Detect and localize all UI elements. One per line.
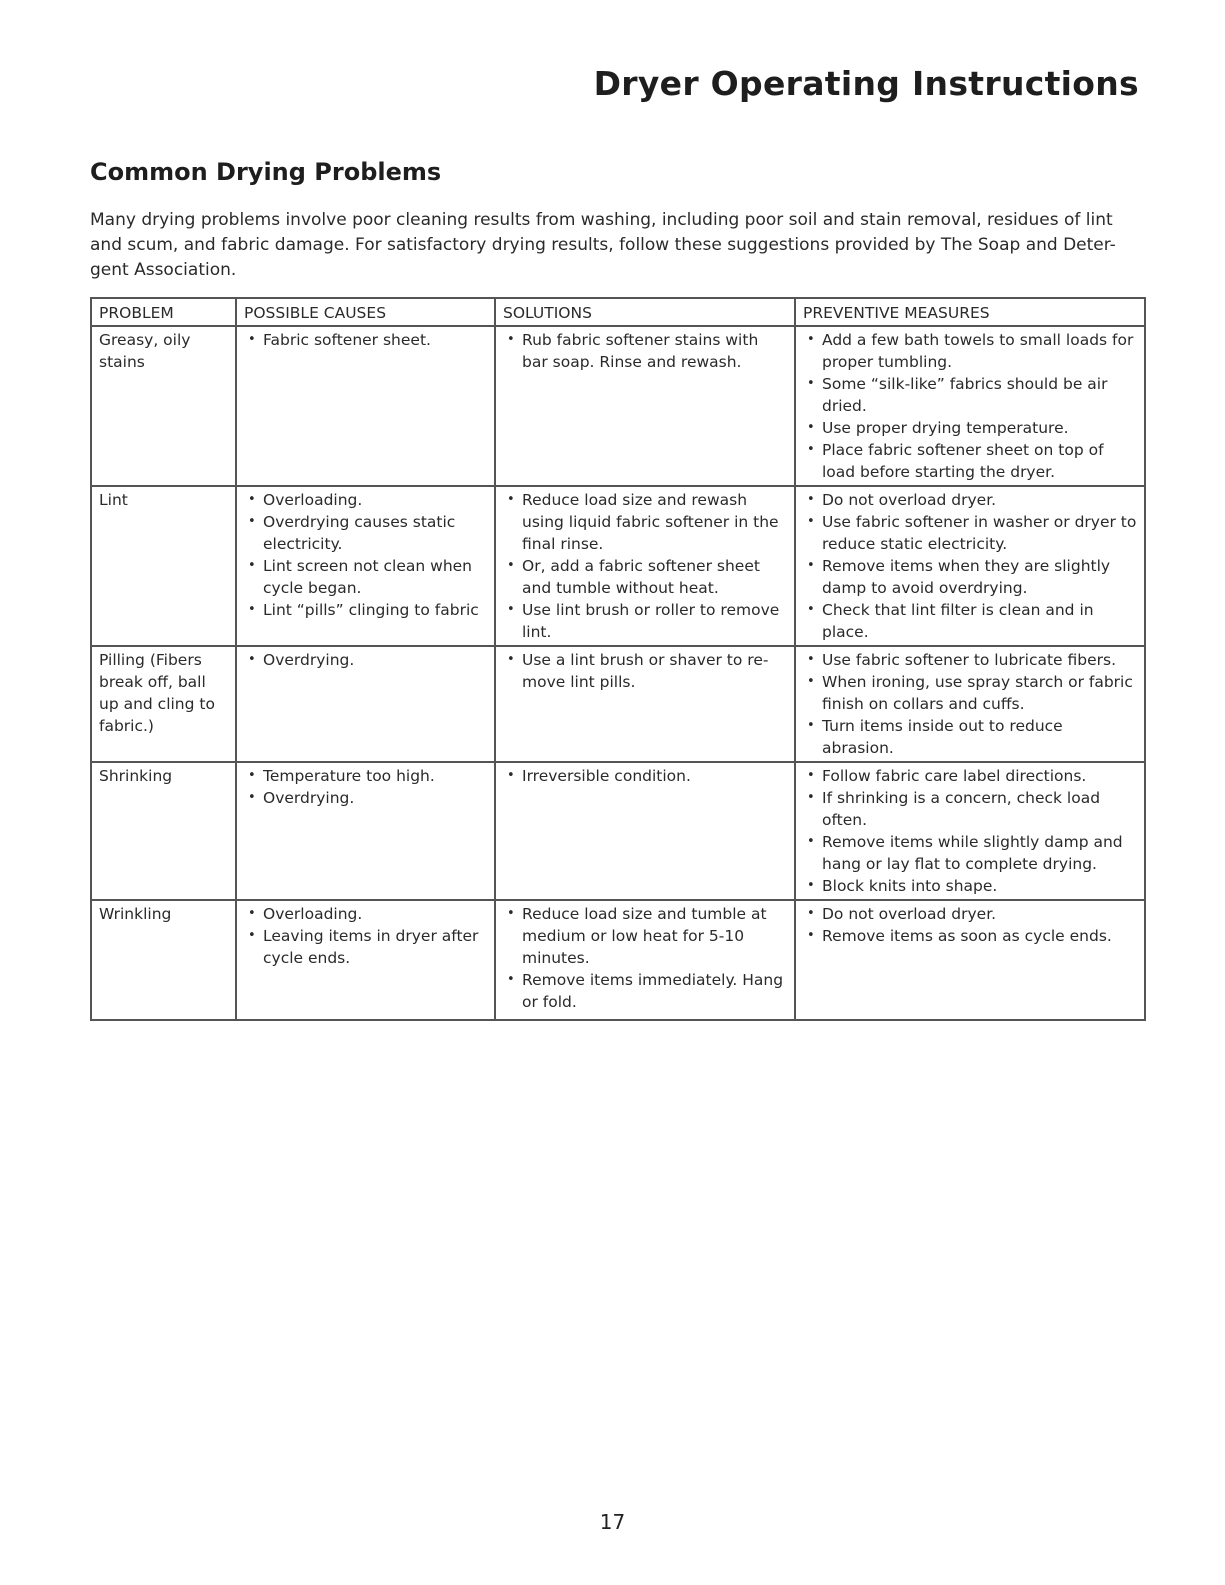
list-item: • Use fabric softener to lubricate fibers. (803, 649, 1138, 671)
causes-list (244, 489, 488, 621)
list-item: • Do not overload dryer. (803, 489, 1138, 511)
list-item: • Turn items inside out to reduce abrasion. (803, 715, 1138, 759)
causes-list (244, 329, 488, 351)
causes-cell (236, 900, 495, 1020)
measures-list (803, 765, 1138, 897)
solutions-list (503, 329, 788, 373)
list-item: • Reduce load size and tumble at medium or low heat for 5-10 minutes. (503, 903, 788, 969)
solutions-cell (495, 486, 795, 646)
causes-list (244, 765, 488, 809)
list-item: • If shrinking is a concern, check load often. (803, 787, 1138, 831)
measures-list (803, 329, 1138, 483)
measures-list (803, 649, 1138, 759)
measures-cell (795, 326, 1145, 486)
causes-cell (236, 486, 495, 646)
list-item: • Use a lint brush or shaver to re-move lint pills. (503, 649, 788, 693)
list-item: • Remove items when they are slightly damp to avoid overdrying. (803, 555, 1138, 599)
table-row (91, 486, 1145, 646)
measures-cell (795, 646, 1145, 762)
list-item: • Overloading. (244, 489, 488, 511)
causes-cell (236, 326, 495, 486)
measures-list (803, 903, 1138, 947)
problem-cell: Lint (91, 486, 236, 646)
column-header-solutions: SOLUTIONS (495, 298, 795, 326)
list-item: • Reduce load size and rewash using liquid fabric softener in the final rinse. (503, 489, 788, 555)
list-item: • Do not overload dryer. (803, 903, 1138, 925)
list-item: • Place fabric softener sheet on top of load before starting the dryer. (803, 439, 1138, 483)
causes-cell (236, 646, 495, 762)
drying-problems-table (90, 297, 1146, 1021)
problem-cell: Pilling (Fibers break off, ball up and cling to fabric.) (91, 646, 236, 762)
list-item: • Use lint brush or roller to remove lint. (503, 599, 788, 643)
measures-list (803, 489, 1138, 643)
solutions-list (503, 903, 788, 1013)
table-row (91, 326, 1145, 486)
measures-cell (795, 762, 1145, 900)
list-item: • Follow fabric care label directions. (803, 765, 1138, 787)
list-item: • Lint screen not clean when cycle began. (244, 555, 488, 599)
list-item: • Temperature too high. (244, 765, 488, 787)
list-item: • Some “silk-like” fabrics should be air dried. (803, 373, 1138, 417)
causes-list (244, 903, 488, 969)
list-item: • When ironing, use spray starch or fabric finish on collars and cuffs. (803, 671, 1138, 715)
measures-cell (795, 486, 1145, 646)
column-header-causes: POSSIBLE CAUSES (236, 298, 495, 326)
section-title: Common Drying Problems (90, 158, 442, 186)
solutions-cell (495, 646, 795, 762)
list-item: • Lint “pills” clinging to fabric (244, 599, 488, 621)
measures-cell (795, 900, 1145, 1020)
list-item: • Use fabric softener in washer or dryer to reduce static electricity. (803, 511, 1138, 555)
list-item: • Remove items as soon as cycle ends. (803, 925, 1138, 947)
solutions-cell (495, 326, 795, 486)
list-item: • Overdrying. (244, 787, 488, 809)
column-header-problem: PROBLEM (91, 298, 236, 326)
list-item: • Overdrying causes static electricity. (244, 511, 488, 555)
solutions-list (503, 765, 788, 787)
solutions-cell (495, 900, 795, 1020)
list-item: • Check that lint filter is clean and in place. (803, 599, 1138, 643)
problem-cell: Greasy, oily stains (91, 326, 236, 486)
list-item: • Overloading. (244, 903, 488, 925)
list-item: • Remove items while slightly damp and hang or lay flat to complete drying. (803, 831, 1138, 875)
column-header-measures: PREVENTIVE MEASURES (795, 298, 1145, 326)
problem-cell: Shrinking (91, 762, 236, 900)
list-item: • Irreversible condition. (503, 765, 788, 787)
table-row (91, 900, 1145, 1020)
list-item: • Or, add a fabric softener sheet and tumble without heat. (503, 555, 788, 599)
table-row (91, 762, 1145, 900)
list-item: • Use proper drying temperature. (803, 417, 1138, 439)
list-item: • Remove items immediately. Hang or fold. (503, 969, 788, 1013)
list-item: • Rub fabric softener stains with bar soap. Rinse and rewash. (503, 329, 788, 373)
list-item: • Leaving items in dryer after cycle ends. (244, 925, 488, 969)
page-header-title: Dryer Operating Instructions (593, 64, 1139, 103)
list-item: • Add a few bath towels to small loads for proper tumbling. (803, 329, 1138, 373)
intro-paragraph: Many drying problems involve poor cleaning results from washing, including poor soil and stain removal, residues of lint and scum, and fabric damage. For satisfactory drying results, follow these suggestions provided by The Soap and Deter-gent Association. (90, 210, 1116, 280)
table-row (91, 646, 1145, 762)
solutions-cell (495, 762, 795, 900)
table-header-row (91, 298, 1145, 326)
list-item: • Block knits into shape. (803, 875, 1138, 897)
causes-cell (236, 762, 495, 900)
solutions-list (503, 489, 788, 643)
solutions-list (503, 649, 788, 693)
problem-cell: Wrinkling (91, 900, 236, 1020)
list-item: • Fabric softener sheet. (244, 329, 488, 351)
page-number: 17 (599, 1510, 626, 1534)
causes-list (244, 649, 488, 671)
list-item: • Overdrying. (244, 649, 488, 671)
